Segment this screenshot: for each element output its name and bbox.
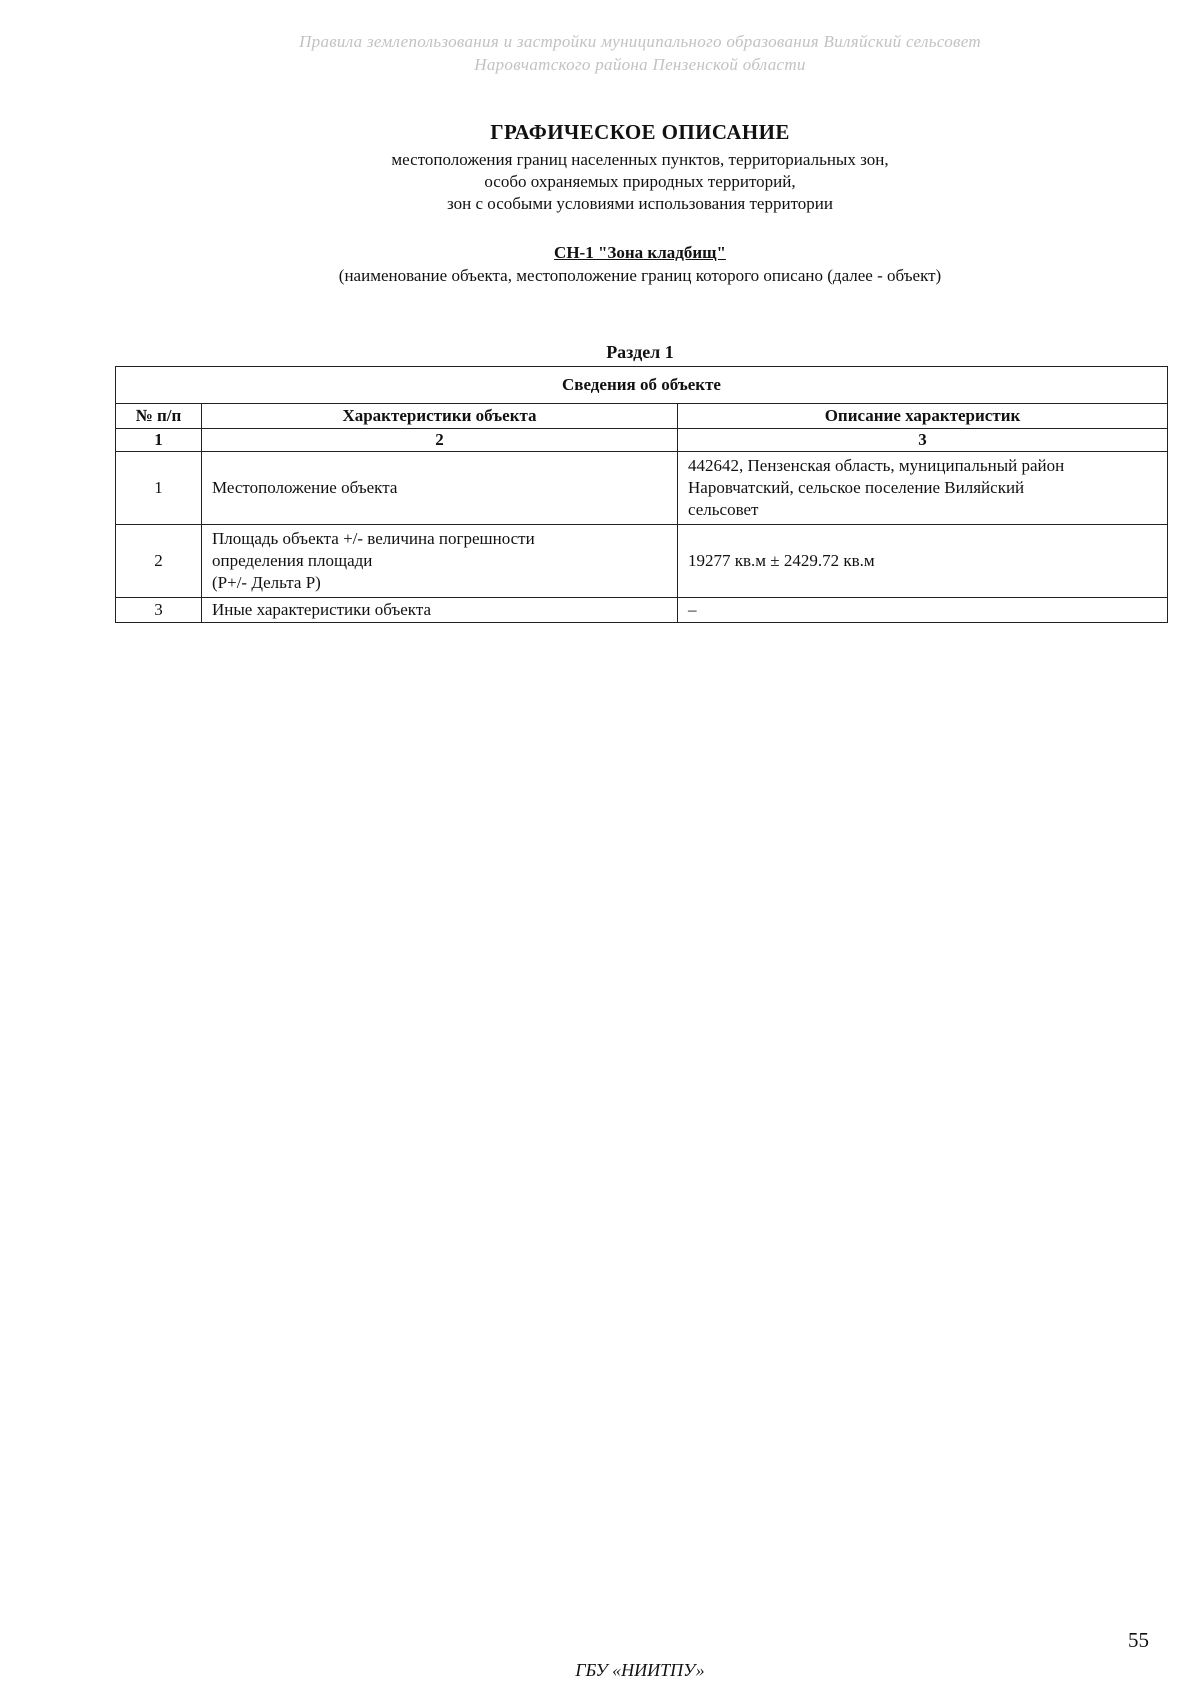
- table-row: [116, 452, 1168, 525]
- row-number: 2: [116, 525, 202, 598]
- row-description: [678, 525, 1168, 598]
- row-characteristic: [202, 598, 678, 623]
- column-number-2: 2: [202, 429, 678, 452]
- row-description: [678, 598, 1168, 623]
- running-header: [0, 30, 1200, 76]
- table-row: [116, 598, 1168, 623]
- characteristic-line: Иные характеристики объекта: [212, 600, 432, 619]
- header-characteristic: Характеристики объекта: [202, 404, 678, 429]
- section-title: Раздел 1: [606, 342, 674, 362]
- footer-organization: ГБУ «НИИТПУ»: [575, 1660, 705, 1680]
- column-number-3: 3: [678, 429, 1168, 452]
- object-caption: (наименование объекта, местоположение границ которого описано (далее - объект): [338, 266, 942, 285]
- description-line: 19277 кв.м ± 2429.72 кв.м: [688, 551, 875, 570]
- title-block: [200, 120, 1080, 215]
- description-line: Наровчатский, сельское поселение Виляйский: [688, 478, 1025, 497]
- page-number: 55: [1128, 1628, 1149, 1652]
- column-number-row: [116, 429, 1168, 452]
- characteristic-line: (Р+/- Дельта Р): [212, 573, 321, 592]
- description-line: сельсовет: [688, 500, 759, 519]
- header-description: Описание характеристик: [678, 404, 1168, 429]
- header-line-1: Правила землепользования и застройки муниципального образования Виляйский сельсовет: [299, 32, 981, 51]
- table-caption: Сведения об объекте: [116, 367, 1168, 404]
- document-title: ГРАФИЧЕСКОЕ ОПИСАНИЕ: [490, 120, 790, 144]
- characteristic-line: Местоположение объекта: [212, 478, 398, 497]
- column-number-1: 1: [116, 429, 202, 452]
- table-header-row: [116, 404, 1168, 429]
- header-line-2: Наровчатского района Пензенской области: [474, 55, 806, 74]
- row-number: 3: [116, 598, 202, 623]
- title-subline-2: особо охраняемых природных территорий,: [484, 172, 796, 191]
- title-subline-3: зон с особыми условиями использования территории: [447, 194, 833, 213]
- header-number: № п/п: [116, 404, 202, 429]
- row-description: [678, 452, 1168, 525]
- row-characteristic: [202, 452, 678, 525]
- characteristic-line: Площадь объекта +/- величина погрешности: [212, 529, 535, 548]
- description-line: –: [688, 600, 697, 619]
- object-name: СН-1 "Зона кладбищ": [554, 243, 726, 262]
- row-characteristic: [202, 525, 678, 598]
- title-subline-1: местоположения границ населенных пунктов, территориальных зон,: [391, 150, 889, 169]
- characteristic-line: определения площади: [212, 551, 373, 570]
- table-row: [116, 525, 1168, 598]
- table-caption-row: [116, 367, 1168, 404]
- object-info-table: [115, 366, 1168, 623]
- row-number: 1: [116, 452, 202, 525]
- description-line: 442642, Пензенская область, муниципальный район: [688, 456, 1065, 475]
